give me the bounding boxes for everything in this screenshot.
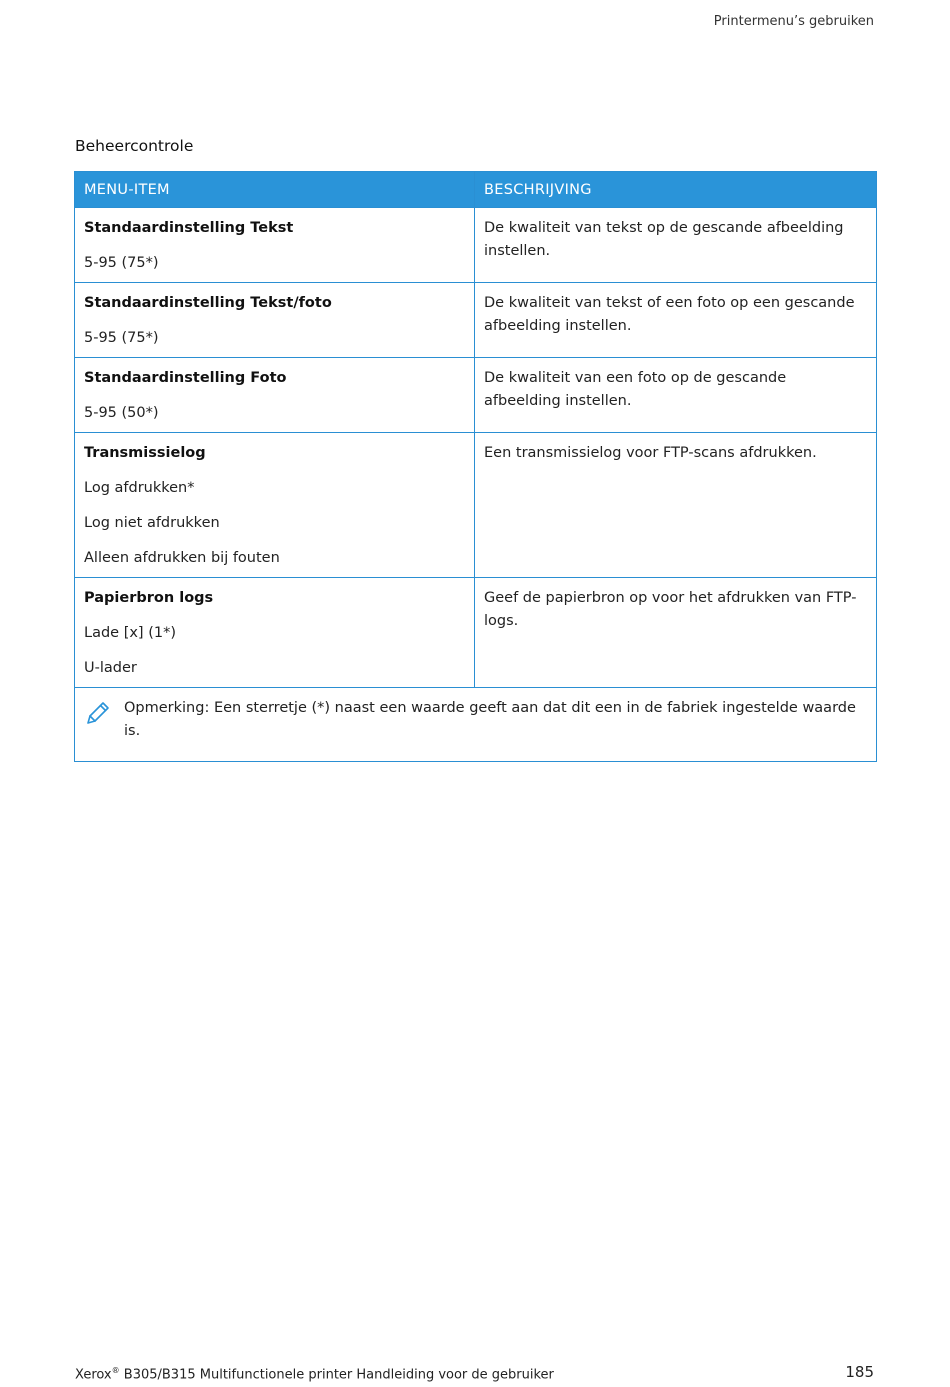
menu-item-value: Lade [x] (1*): [84, 625, 176, 641]
menu-item-value: U-lader: [84, 660, 137, 676]
menu-item-value: 5-95 (75*): [84, 330, 159, 346]
menu-item-cell: [75, 358, 475, 433]
table-row: [75, 208, 877, 283]
page-number: 185: [845, 1363, 874, 1381]
menu-item-title: Standaardinstelling Foto: [84, 370, 287, 386]
table-row: [75, 358, 877, 433]
menu-item-title: Papierbron logs: [84, 590, 214, 606]
menu-item-description: De kwaliteit van tekst op de gescande afbeelding instellen.: [484, 220, 844, 259]
menu-item-description: Geef de papierbron op voor het afdrukken van FTP-logs.: [484, 590, 857, 629]
registered-mark: ®: [111, 1366, 120, 1375]
menu-item-value: Alleen afdrukken bij fouten: [84, 550, 280, 566]
menu-item-cell: [75, 433, 475, 578]
menu-item-title: Transmissielog: [84, 445, 206, 461]
footer-brand: Xerox: [75, 1367, 112, 1383]
menu-item-title: Standaardinstelling Tekst: [84, 220, 294, 236]
note-row: [75, 688, 877, 762]
footer-document-title: [75, 1366, 554, 1382]
column-header-menu-item: MENU-ITEM: [75, 172, 475, 208]
menu-table: [74, 171, 877, 762]
menu-item-value: 5-95 (50*): [84, 405, 159, 421]
footer-title-text: B305/B315 Multifunctionele printer Handleiding voor de gebruiker: [119, 1367, 554, 1383]
running-header: Printermenu’s gebruiken: [713, 14, 874, 29]
section-title: Beheercontrole: [75, 137, 194, 155]
table-header-row: [75, 172, 877, 208]
pencil-note-icon: [84, 699, 112, 727]
table-row: [75, 433, 877, 578]
column-header-description: BESCHRIJVING: [475, 172, 877, 208]
note: [84, 697, 867, 743]
description-cell: [475, 283, 877, 358]
menu-item-title: Standaardinstelling Tekst/foto: [84, 295, 332, 311]
description-cell: [475, 358, 877, 433]
menu-item-value: Log niet afdrukken: [84, 515, 220, 531]
menu-item-description: Een transmissielog voor FTP-scans afdrukken.: [484, 445, 817, 461]
table-row: [75, 578, 877, 688]
menu-item-cell: [75, 283, 475, 358]
description-cell: [475, 208, 877, 283]
menu-item-value: Log afdrukken*: [84, 480, 195, 496]
menu-item-cell: [75, 208, 475, 283]
description-cell: [475, 433, 877, 578]
menu-item-description: De kwaliteit van tekst of een foto op een gescande afbeelding instellen.: [484, 295, 855, 334]
table-row: [75, 283, 877, 358]
menu-item-description: De kwaliteit van een foto op de gescande afbeelding instellen.: [484, 370, 787, 409]
menu-item-value: 5-95 (75*): [84, 255, 159, 271]
description-cell: [475, 578, 877, 688]
note-text: Opmerking: Een sterretje (*) naast een waarde geeft aan dat dit een in de fabriek ingestelde waarde is.: [124, 700, 856, 739]
note-cell: [75, 688, 877, 762]
menu-item-cell: [75, 578, 475, 688]
